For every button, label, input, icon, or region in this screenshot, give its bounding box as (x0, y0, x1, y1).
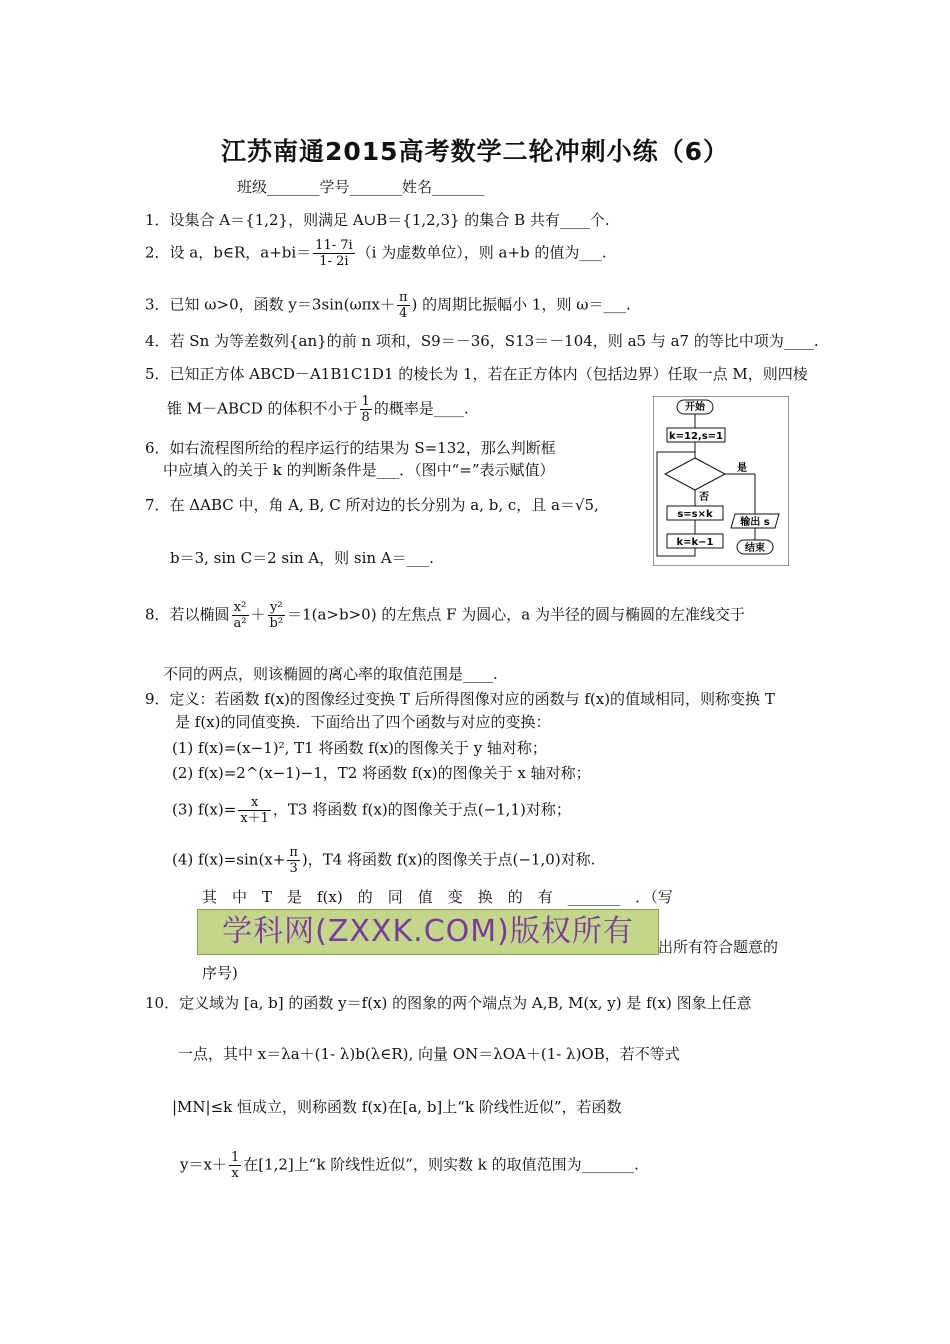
problem-10-text-d1: y＝x＋ (180, 1155, 227, 1174)
problem-8-text-a: 8．若以椭圆 (145, 605, 230, 624)
fraction-numerator: x (238, 795, 271, 811)
problem-10-line-2: 一点，其中 x＝λa＋(1- λ)b(λ∈R), 向量 ON＝λOA＋(1- λ)OB，若不等式 (178, 1045, 680, 1063)
problem-8-fraction-y (268, 600, 286, 631)
fraction-numerator: π (399, 290, 408, 305)
fraction-denominator: b² (269, 616, 284, 631)
problem-5-line-2 (167, 394, 469, 425)
fraction-numerator: 1 (230, 1150, 240, 1165)
problem-9-line-2: 是 f(x)的同值变换．下面给出了四个函数与对应的变换： (175, 713, 551, 731)
watermark-banner: 学科网(ZXXK.COM)版权所有 (197, 909, 659, 955)
problem-9-item-3-text-b: ，T3 将函数 f(x)的图像关于点(−1,1)对称； (272, 800, 571, 819)
flowchart-no-label: 否 (699, 492, 709, 503)
problem-10-line-1: 10．定义域为 [a, b] 的函数 y＝f(x) 的图象的两个端点为 A,B, M(x, y) 是 f(x) 图象上任意 (145, 994, 752, 1012)
problem-1: 1．设集合 A＝{1,2}，则满足 A∪B＝{1,2,3} 的集合 B 共有____个. (145, 211, 610, 229)
problem-9-item-3 (172, 795, 571, 826)
problem-9-item-3-fraction (238, 795, 271, 826)
problem-3-fraction (397, 290, 410, 321)
problem-9-item-4 (172, 845, 595, 876)
problem-8-line-2: 不同的两点，则该椭圆的离心率的取值范围是____. (163, 665, 498, 683)
problem-6-line-1: 6．如右流程图所给的程序运行的结果为 S=132，那么判断框 (145, 439, 556, 457)
problem-6-line-2: 中应填入的关于 k 的判断条件是___．（图中“=”表示赋值） (163, 461, 555, 479)
problem-4: 4．若 Sn 为等差数列{an}的前 n 项和，S9＝－36，S13＝－104，则 a5 与 a7 的等比中项为____. (145, 332, 819, 350)
fraction-denominator: 4 (399, 306, 408, 321)
problem-9-item-4-text-b: )，T4 将函数 f(x)的图像关于点(−1,0)对称. (301, 850, 596, 869)
fraction-numerator: 11- 7i (315, 238, 353, 253)
page-title: 江苏南通2015高考数学二轮冲刺小练（6） (221, 137, 729, 166)
flowchart (653, 396, 789, 566)
problem-2-fraction (313, 238, 355, 269)
fraction-denominator: x (231, 1166, 239, 1181)
fraction-numerator: y² (268, 600, 286, 616)
problem-2-text-b: （i 为虚数单位），则 a+b 的值为___. (356, 243, 607, 262)
problem-9-item-4-fraction (287, 845, 300, 876)
flowchart-update-s-label: s=s×k (677, 509, 713, 520)
fraction-denominator: a² (233, 616, 247, 631)
flowchart-output-label: 输出 s (740, 517, 770, 528)
problem-10-text-d2: 在[1,2]上“k 阶线性近似”，则实数 k 的取值范围为_______. (243, 1155, 639, 1174)
problem-10-line-4 (180, 1150, 639, 1181)
flowchart-end-label: 结束 (745, 543, 765, 554)
problem-2-text-a: 2．设 a，b∈R，a+bi＝ (145, 243, 312, 262)
problem-5-line-1: 5．已知正方体 ABCD－A1B1C1D1 的棱长为 1，若在正方体内（包括边界）任取一点 M，则四棱 (145, 365, 808, 383)
problem-9-line-4: 出所有符合题意的 (658, 938, 779, 956)
problem-8-line-1: 8．若以椭圆 $\frac{\text{x²}}{\text{a²}}$ ＋ $\frac{\text{y²}}{\text{b²}}$ ＝1(a>b>0) 的左焦点 F 为圆心，a 为半径的圆与椭圆的左准线交于 (145, 600, 745, 631)
problem-8-fraction-x (232, 600, 249, 631)
problem-7-line-2: b＝3, sin C＝2 sin A，则 sin A＝___. (170, 549, 434, 567)
fraction-denominator: 3 (289, 861, 298, 876)
problem-2 (145, 238, 607, 269)
problem-9-line-5: 序号) (202, 964, 238, 982)
problem-9-line-3: 其 中 T 是 f(x) 的 同 值 变 换 的 有 _______ ．（写 (202, 888, 673, 906)
problem-7-line-1: 7．在 ΔABC 中，角 A, B, C 所对边的长分别为 a, b, c，且 a＝√5, (145, 496, 599, 514)
problem-3-text-a: 3．已知 ω>0，函数 y＝3sin(ωπx＋ (145, 295, 395, 314)
flowchart-start-label: 开始 (685, 402, 705, 413)
problem-9-item-2: (2) f(x)=2^(x−1)−1，T2 将函数 f(x)的图像关于 x 轴对称； (172, 764, 591, 782)
problem-5-text-b: 锥 M－ABCD 的体积不小于 (167, 399, 358, 418)
problem-10-fraction (229, 1150, 241, 1181)
fraction-numerator: 1 (361, 394, 370, 409)
problem-10-line-3: |MN|≤k 恒成立，则称函数 f(x)在[a, b]上“k 阶线性近似”，若函数 (172, 1098, 622, 1116)
fraction-numerator: x² (232, 600, 249, 616)
problem-3 (145, 290, 631, 321)
flowchart-init-label: k=12,s=1 (668, 431, 724, 442)
fraction-denominator: 8 (361, 410, 370, 425)
flowchart-yes-label: 是 (737, 463, 747, 474)
problem-5-fraction (360, 394, 372, 425)
fraction-denominator: x＋1 (240, 811, 269, 826)
problem-9-item-3-text-a: (3) f(x)= (172, 800, 237, 819)
header-fields: 班级_______学号_______姓名_______ (237, 178, 485, 196)
problem-9-item-1: (1) f(x)=(x−1)², T1 将函数 f(x)的图像关于 y 轴对称； (172, 739, 547, 757)
fraction-numerator: π (289, 845, 298, 860)
problem-3-text-b: ) 的周期比振幅小 1，则 ω＝___. (411, 295, 631, 314)
problem-9-line-1: 9．定义：若函数 f(x)的图像经过变换 T 后所得图像对应的函数与 f(x)的值域相同，则称变换 T (145, 690, 775, 708)
flowchart-update-k-label: k=k−1 (676, 537, 714, 548)
problem-5-text-c: 的概率是____. (373, 399, 469, 418)
fraction-denominator: 1- 2i (319, 254, 349, 269)
problem-9-item-4-text-a: (4) f(x)=sin(x+ (172, 850, 286, 869)
problem-8-text-b: ＝1(a>b>0) 的左焦点 F 为圆心，a 为半径的圆与椭圆的左准线交于 (287, 605, 745, 624)
